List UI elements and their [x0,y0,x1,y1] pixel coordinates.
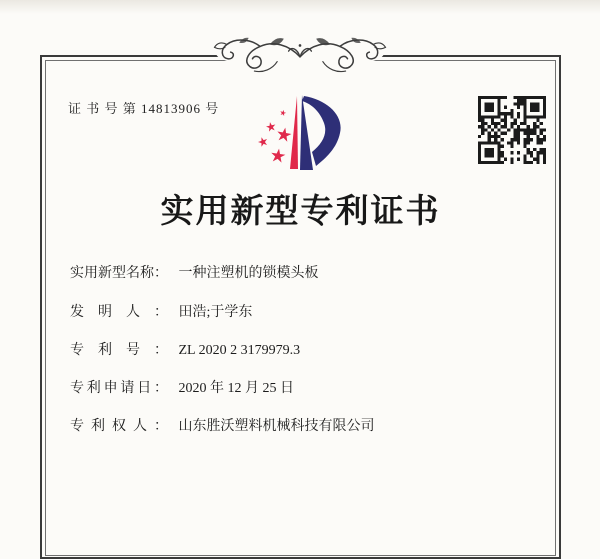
field-application-date [70,379,540,401]
qr-code [478,96,546,164]
field-label: 发明人： [70,305,168,320]
field-label: 专利权人： [70,419,168,434]
logo-star-icon [265,121,276,132]
field-label: 实用新型名称： [70,266,168,281]
field-label: 专利号： [70,343,168,358]
field-patent-number [70,341,540,363]
certificate-number: 证 书 号 第 14813906 号 [68,101,220,116]
field-value: 一种注塑机的锁模头板 [178,266,319,281]
field-value: 2020 年 12 月 25 日 [178,381,294,396]
patent-office-logo [240,86,380,186]
certificate-title: 实用新型专利证书 [160,194,441,230]
field-value: 山东胜沃塑料机械科技有限公司 [178,419,375,434]
field-value: ZL 2020 2 3179979.3 [178,343,301,358]
field-inventors [70,303,540,325]
border-flourish-ornament [205,33,395,75]
logo-star-icon [270,148,286,163]
field-label: 专利申请日： [70,381,168,396]
photo-top-shadow [0,0,600,14]
logo-star-icon [257,136,269,148]
field-utility-model-name [70,264,540,286]
logo-red-wedge [290,96,298,169]
logo-navy-wedge [300,95,313,170]
field-patentee [70,417,540,439]
logo-star-icon [279,109,286,116]
field-value: 田浩;于学东 [178,305,253,320]
logo-star-icon [276,126,292,142]
